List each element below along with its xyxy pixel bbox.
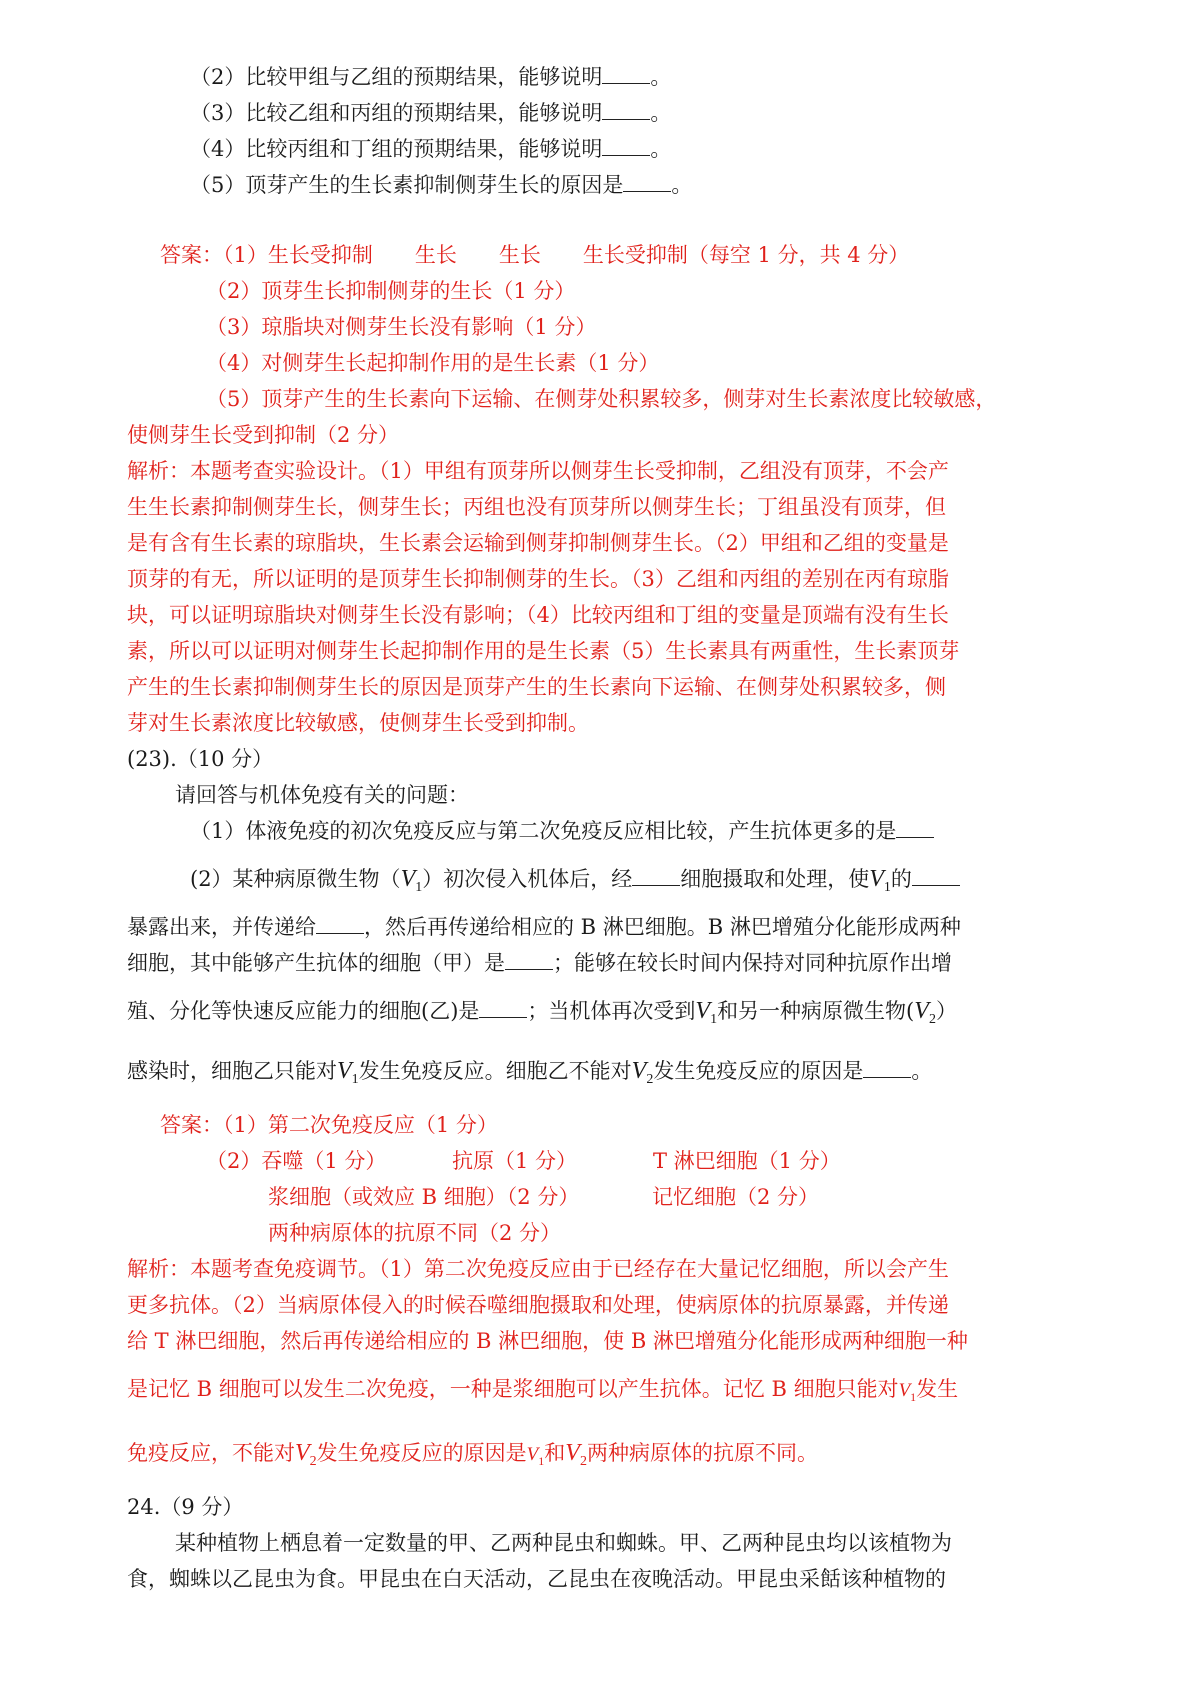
q22-analysis-line: 素，所以可以证明对侧芽生长起抑制作用的是生长素（5）生长素具有两重性，生长素顶芽 xyxy=(127,639,960,663)
q22-answer-line: （4）对侧芽生长起抑制作用的是生长素（1 分） xyxy=(206,351,660,375)
q23-answer-line: 答案：（1）第二次免疫反应（1 分） xyxy=(160,1113,498,1137)
q23-analysis-line: 是记忆 B 细胞可以发生二次免疫，一种是浆细胞可以产生抗体。记忆 B 细胞只能对$V_1$发生 xyxy=(127,1377,959,1404)
q22-analysis-line: 顶芽的有无，所以证明的是顶芽生长抑制侧芽的生长。（3）乙组和丙组的差别在丙有琼脂 xyxy=(127,567,949,591)
q23-part-2-line2: 暴露出来，并传递给 ，然后再传递给相应的 B 淋巴细胞。B 淋巴增殖分化能形成两种 xyxy=(127,915,961,939)
q23-part-1: （1）体液免疫的初次免疫反应与第二次免疫反应相比较，产生抗体更多的是 xyxy=(190,816,934,846)
q22-answer-line: （3）琼脂块对侧芽生长没有影响（1 分） xyxy=(206,315,597,339)
q22-question-2: （2）比较甲组与乙组的预期结果，能够说明 。 xyxy=(190,65,672,89)
q22-question-4: （4）比较丙组和丁组的预期结果，能够说明 。 xyxy=(190,137,672,161)
q23-answer-item: 浆细胞（或效应 B 细胞）（2 分） xyxy=(268,1185,580,1209)
q23-analysis-line: 解析：本题考查免疫调节。（1）第二次免疫反应由于已经存在大量记忆细胞，所以会产生 xyxy=(127,1257,949,1281)
q23-analysis-line: 更多抗体。（2）当病原体侵入的时候吞噬细胞摄取和处理，使病原体的抗原暴露，并传递 xyxy=(127,1293,949,1317)
q23-answer-item: 两种病原体的抗原不同（2 分） xyxy=(268,1221,562,1245)
q22-analysis-line: 产生的生长素抑制侧芽生长的原因是顶芽产生的生长素向下运输、在侧芽处积累较多，侧 xyxy=(127,675,946,699)
q24-text-line: 食，蜘蛛以乙昆虫为食。甲昆虫在白天活动，乙昆虫在夜晚活动。甲昆虫采餂该种植物的 xyxy=(127,1567,946,1591)
q23-analysis-line: 给 T 淋巴细胞，然后再传递给相应的 B 淋巴细胞，使 B 淋巴增殖分化能形成两种细胞一种 xyxy=(127,1329,968,1353)
q23-part-2-line1: (2）某种病原微生物$(V_1)$初次侵入机体后，经 细胞摄取和处理，使$V_1$的 xyxy=(190,864,960,903)
q23-answer-item: T 淋巴细胞（1 分） xyxy=(653,1149,841,1173)
q23-intro: 请回答与机体免疫有关的问题： xyxy=(175,783,469,807)
q22-analysis-line: 块，可以证明琼脂块对侧芽生长没有影响；（4）比较丙组和丁组的变量是顶端有没有生长 xyxy=(127,603,949,627)
q23-answer-item: 记忆细胞（2 分） xyxy=(652,1185,820,1209)
q24-text-line: 某种植物上栖息着一定数量的甲、乙两种昆虫和蜘蛛。甲、乙两种昆虫均以该植物为 xyxy=(175,1531,952,1555)
q23-analysis-line: 免疫反应，不能对$V_2$发生免疫反应的原因是$V_1$和$V_2$两种病原体的抗原不同。 xyxy=(127,1440,818,1469)
q23-part-2-line5: 感染时，细胞乙只能对$V_1$发生免疫反应。细胞乙不能对$V_2$发生免疫反应的原因是 。 xyxy=(127,1058,933,1087)
q22-analysis-line: 是有含有生长素的琼脂块，生长素会运输到侧芽抑制侧芽生长。（2）甲组和乙组的变量是 xyxy=(127,531,949,555)
q22-analysis-line: 芽对生长素浓度比较敏感，使侧芽生长受到抑制。 xyxy=(127,711,589,735)
q23-answer-item: （2）吞噬（1 分） xyxy=(206,1149,387,1173)
q22-question-3: （3）比较乙组和丙组的预期结果，能够说明 。 xyxy=(190,101,672,125)
q22-analysis-line: 生生长素抑制侧芽生长，侧芽生长；丙组也没有顶芽所以侧芽生长；丁组虽没有顶芽，但 xyxy=(127,495,946,519)
q22-answer-line: （2）顶芽生长抑制侧芽的生长（1 分） xyxy=(206,279,576,303)
q22-answer-line: 使侧芽生长受到抑制（2 分） xyxy=(127,423,400,447)
q23-heading: (23).（10 分） xyxy=(127,747,274,771)
q22-answer-line: （5）顶芽产生的生长素向下运输、在侧芽处积累较多，侧芽对生长素浓度比较敏感， xyxy=(206,387,997,411)
q22-analysis-line: 解析：本题考查实验设计。（1）甲组有顶芽所以侧芽生长受抑制，乙组没有顶芽，不会产 xyxy=(127,459,949,483)
q24-heading: 24.（9 分） xyxy=(127,1495,244,1519)
q23-part-2-line3: 细胞，其中能够产生抗体的细胞（甲）是 ；能够在较长时间内保持对同种抗原作出增 xyxy=(127,951,952,975)
q23-part-2-line4: 殖、分化等快速反应能力的细胞(乙)是 ；当机体再次受到$V_1$和另一种病原微生物$(V_2)$ xyxy=(127,998,957,1027)
q23-answer-item: 抗原（1 分） xyxy=(452,1149,578,1173)
q22-answer-line: 答案：（1）生长受抑制 生长 生长 生长受抑制（每空 1 分，共 4 分） xyxy=(160,243,910,267)
q22-question-5: （5）顶芽产生的生长素抑制侧芽生长的原因是 。 xyxy=(190,173,693,197)
